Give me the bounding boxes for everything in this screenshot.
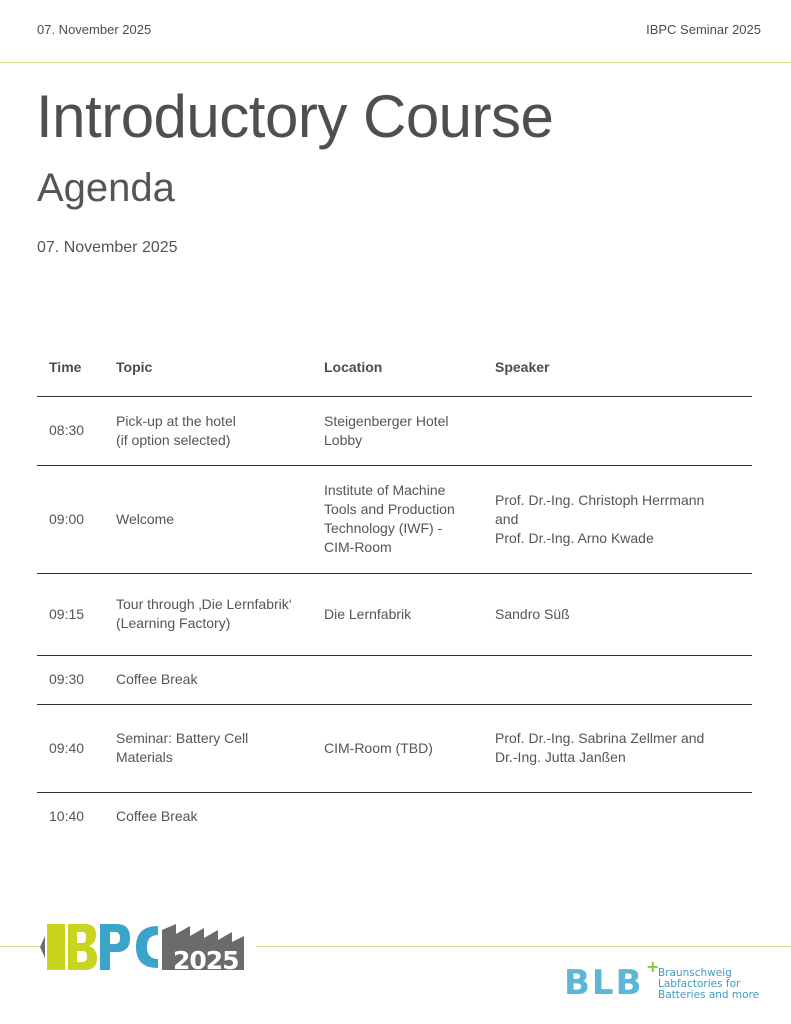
blb-logo-plus: + — [646, 958, 660, 976]
time-cell: 09:30 — [37, 655, 116, 704]
blb-logo-letters: BLB — [564, 963, 644, 1003]
ibpc-2025-logo — [40, 918, 250, 976]
table-row — [37, 704, 752, 792]
speaker-cell — [495, 396, 752, 465]
header-divider — [0, 62, 791, 63]
table-row — [37, 465, 752, 573]
blb-tagline — [658, 968, 759, 1001]
speaker-cell — [495, 792, 752, 840]
time-cell: 09:40 — [37, 704, 116, 792]
column-header-location: Location — [324, 338, 495, 396]
speaker-cell — [495, 655, 752, 704]
footer-divider-right — [256, 946, 791, 947]
speaker-cell: Prof. Dr.-Ing. Sabrina Zellmer and Dr.-Ing. Jutta Janßen — [495, 704, 752, 792]
location-cell — [324, 655, 495, 704]
location-cell: Institute of Machine Tools and Production Technology (IWF) - CIM-Room — [324, 465, 495, 573]
location-cell: CIM-Room (TBD) — [324, 704, 495, 792]
topic-cell: Coffee Break — [116, 807, 198, 824]
blb-tagline-line: Batteries and more — [658, 989, 760, 1001]
time-cell: 09:15 — [37, 573, 116, 655]
time-cell: 08:30 — [37, 396, 116, 465]
table-row — [37, 655, 752, 704]
agenda-body — [37, 396, 752, 840]
column-header-speaker: Speaker — [495, 338, 752, 396]
location-cell — [324, 792, 495, 840]
topic-cell: Coffee Break — [116, 655, 324, 704]
table-header-row — [37, 338, 752, 396]
page-subtitle: Agenda — [37, 166, 175, 210]
topic-cell: Pick-up at the hotel (if option selected) — [116, 396, 324, 465]
topic-cell: Seminar: Battery Cell Materials — [116, 704, 324, 792]
table-row — [37, 792, 752, 840]
event-date: 07. November 2025 — [37, 239, 178, 256]
time-cell: 10:40 — [49, 807, 85, 824]
footer-divider-left — [0, 946, 40, 947]
blb-tagline-line: Braunschweig — [658, 967, 732, 979]
agenda-table — [37, 338, 752, 840]
header-date: 07. November 2025 — [37, 22, 152, 37]
table-row — [37, 396, 752, 465]
header-event-name: IBPC Seminar 2025 — [646, 22, 761, 37]
ibpc-logo-year: 2025 — [173, 946, 239, 975]
blb-tagline-line: Labfactories for — [658, 978, 741, 990]
table-row — [37, 573, 752, 655]
column-header-time: Time — [37, 338, 116, 396]
location-cell: Steigenberger Hotel Lobby — [324, 396, 495, 465]
page-title: Introductory Course — [36, 83, 554, 150]
topic-cell: Welcome — [116, 465, 324, 573]
speaker-cell: Sandro Süß — [495, 573, 752, 655]
location-cell: Die Lernfabrik — [324, 573, 495, 655]
topic-cell: Tour through ‚Die Lernfabrik‘ (Learning Factory) — [116, 573, 324, 655]
speaker-cell: Prof. Dr.-Ing. Christoph Herrmann and Prof. Dr.-Ing. Arno Kwade — [495, 465, 752, 573]
time-cell: 09:00 — [37, 465, 116, 573]
column-header-topic: Topic — [116, 338, 324, 396]
